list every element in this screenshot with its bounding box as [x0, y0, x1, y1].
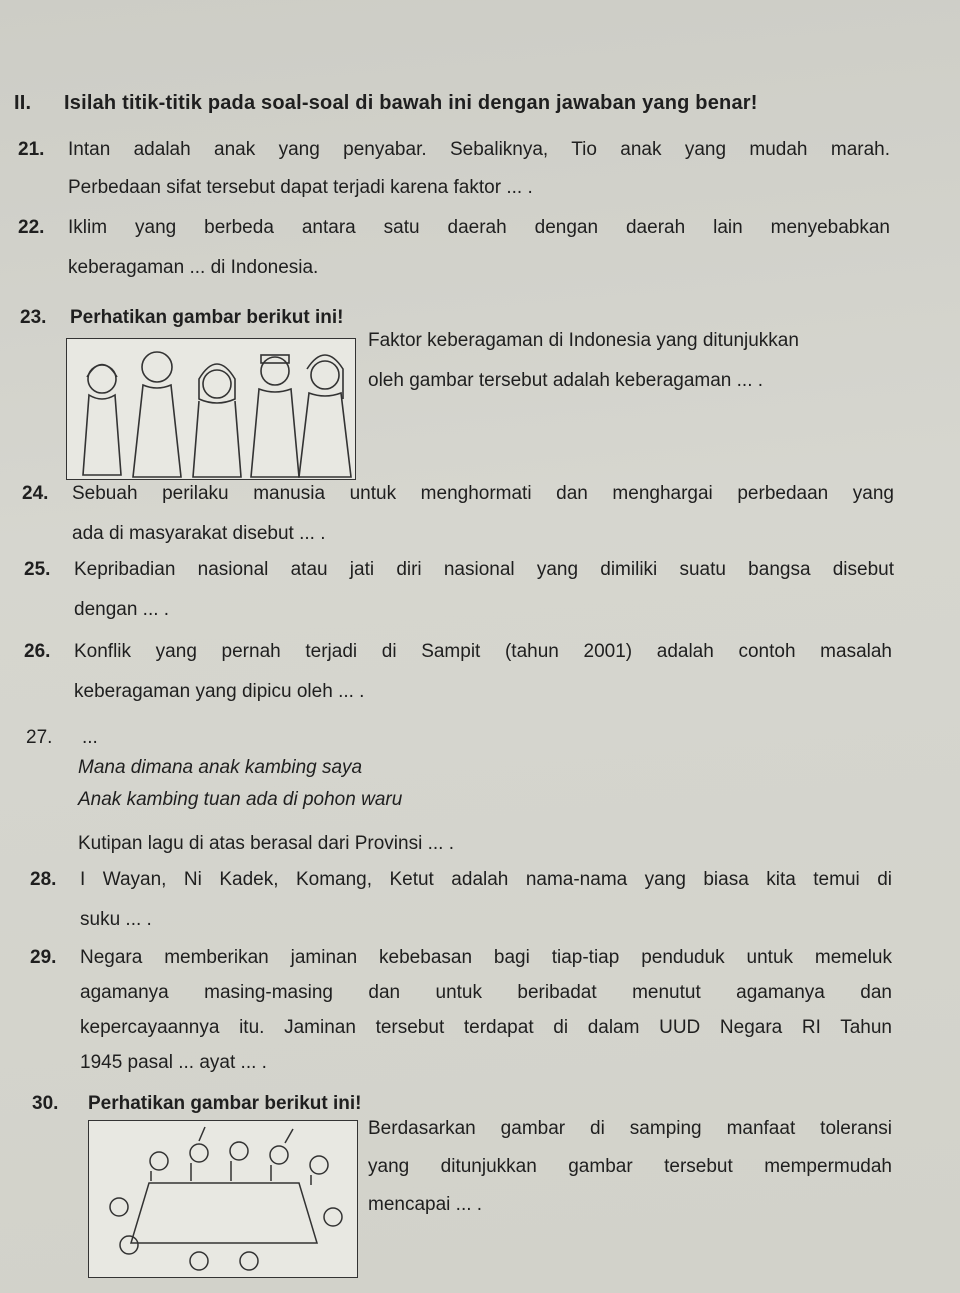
question-number: 23. [20, 307, 47, 328]
question-text: Perbedaan sifat tersebut dapat terjadi karena faktor ... . [68, 177, 533, 198]
question-text: 1945 pasal ... ayat ... . [80, 1052, 267, 1073]
lyric-line: Anak kambing tuan ada di pohon waru [78, 789, 403, 810]
meeting-picture [88, 1120, 358, 1278]
people-diversity-picture [66, 338, 356, 480]
lyric-ellipsis: ... [82, 727, 98, 748]
question-text: Sebuah perilaku manusia untuk menghormati dan menghargai perbedaan yang [72, 483, 894, 504]
section-number: II. [14, 92, 32, 114]
question-text: Faktor keberagaman di Indonesia yang ditunjukkan [368, 330, 799, 351]
question-number: 21. [18, 139, 45, 160]
question-number: 30. [32, 1093, 59, 1114]
question-number: 28. [30, 869, 57, 890]
question-text: Kutipan lagu di atas berasal dari Provinsi ... . [78, 833, 454, 854]
question-text: keberagaman yang dipicu oleh ... . [74, 681, 365, 702]
question-number: 27. [26, 727, 53, 748]
song-lyrics [78, 750, 778, 818]
question-number: 29. [30, 947, 57, 968]
question-number: 24. [22, 483, 49, 504]
question-text: Iklim yang berbeda antara satu daerah dengan daerah lain menyebabkan [68, 217, 890, 238]
question-text: dengan ... . [74, 599, 170, 620]
question-30-text [368, 1110, 892, 1224]
question-text: Berdasarkan gambar di samping manfaat toleransi [368, 1118, 892, 1139]
question-text: keberagaman ... di Indonesia. [68, 257, 319, 278]
question-number: 26. [24, 641, 51, 662]
question-text: mencapai ... . [368, 1194, 483, 1215]
question-text: suku ... . [80, 909, 152, 930]
question-text: Intan adalah anak yang penyabar. Sebaliknya, Tio anak yang mudah marah. [68, 139, 890, 160]
section-instruction: Isilah titik-titik pada soal-soal di bawah ini dengan jawaban yang benar! [64, 92, 758, 114]
question-text: agamanya masing-masing dan untuk beribadat menutut agamanya dan [80, 982, 892, 1003]
question-text: yang ditunjukkan gambar tersebut mempermudah [368, 1156, 892, 1177]
section-heading [14, 92, 758, 115]
question-text: ada di masyarakat disebut ... . [72, 523, 326, 544]
lyric-line: Mana dimana anak kambing saya [78, 757, 363, 778]
question-text: Negara memberikan jaminan kebebasan bagi tiap-tiap penduduk untuk memeluk [80, 947, 892, 968]
question-text: kepercayaannya itu. Jaminan tersebut terdapat di dalam UUD Negara RI Tahun [80, 1017, 892, 1038]
question-text: Kepribadian nasional atau jati diri nasional yang dimiliki suatu bangsa disebut [74, 559, 894, 580]
question-prompt: Perhatikan gambar berikut ini! [88, 1093, 362, 1114]
question-text: Konflik yang pernah terjadi di Sampit (tahun 2001) adalah contoh masalah [74, 641, 892, 662]
question-text: oleh gambar tersebut adalah keberagaman ... . [368, 370, 764, 391]
question-number: 22. [18, 217, 45, 238]
people-illustration-icon [67, 339, 355, 479]
question-number: 25. [24, 559, 51, 580]
question-prompt: Perhatikan gambar berikut ini! [70, 307, 344, 328]
question-27-text [78, 826, 778, 862]
question-23-text [368, 322, 888, 400]
meeting-illustration-icon [89, 1121, 357, 1277]
question-text: I Wayan, Ni Kadek, Komang, Ketut adalah nama-nama yang biasa kita temui di [80, 869, 892, 890]
